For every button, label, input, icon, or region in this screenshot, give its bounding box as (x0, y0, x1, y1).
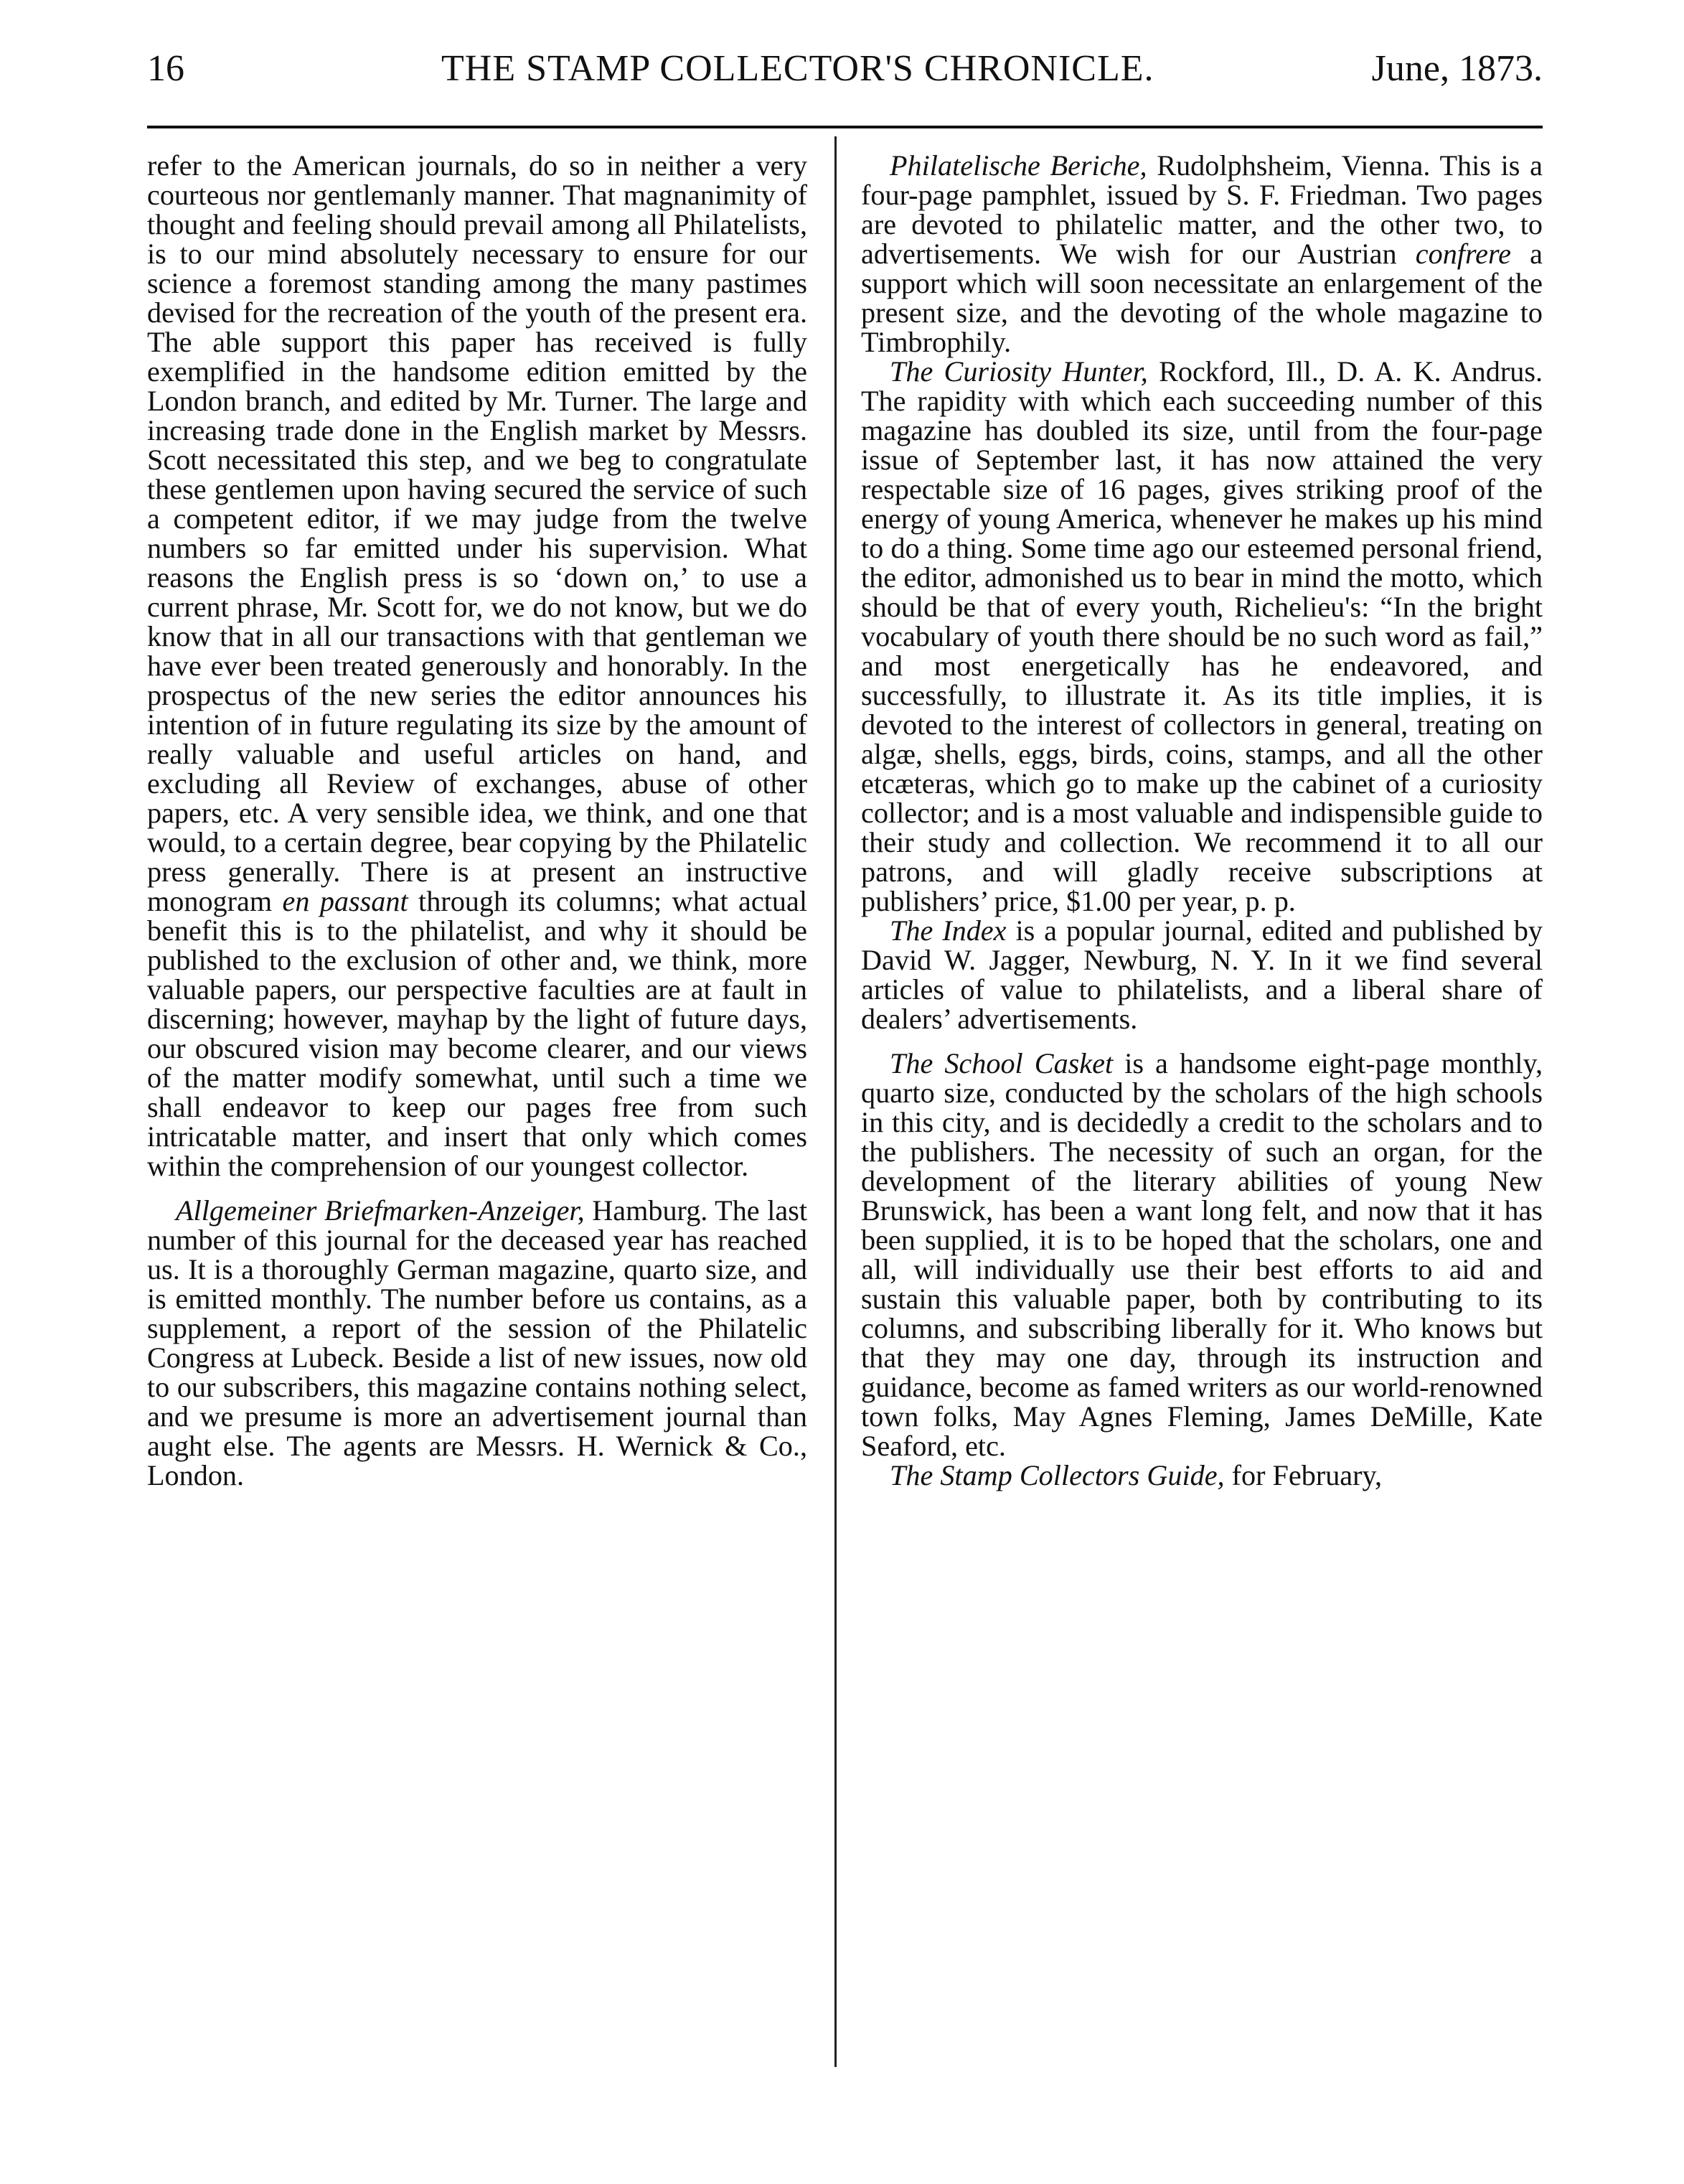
paragraph-text: for February, (1231, 1459, 1383, 1491)
paragraph-review (147, 1196, 807, 1490)
paragraph-continuation (147, 151, 807, 1181)
paragraph-text: Hamburg. The last number of this journal for the deceased year has reached us. It is a thoroughly German magazine, quarto size, and is emitted monthly. The number before us contains, as a supplement, a report of the session of the Philatelic Congress at Lubeck. Beside a list of new issues, now old to our subscribers, this magazine contains nothing select, and we presume is more an advertisement journal than aught else. The agents are Messrs. H. Wernick & Co., London. (147, 1194, 807, 1491)
journal-title: THE STAMP COLLECTOR'S CHRONICLE. (441, 48, 1154, 89)
paragraph-text: Rudolphsheim, Vienna. This is a four-page pamphlet, issued by S. F. Friedman. Two pages are devoted to philatelic matter, and the other two, to advertisements. We wish for our Austrian (861, 149, 1543, 270)
running-header (147, 47, 1543, 105)
issue-date: June, 1873. (1371, 48, 1543, 89)
paragraph-text: Rockford, Ill., D. A. K. Andrus. The rapidity with which each succeeding number of this magazine has doubled its size, until from the four-page issue of September last, it has now attained the very respectable size of 16 pages, gives striking proof of the energy of young America, whenever he makes up his mind to do a thing. Some time ago our esteemed personal friend, the editor, admonished us to bear in mind the motto, which should be that of every youth, Richelieu's: “In the bright vocabulary of youth there should be no such word as fail,” and most energetically has he endeavored, and successfully, to illustrate it. As its title implies, it is devoted to the interest of collectors in general, treating on algæ, shells, eggs, birds, coins, stamps, and all the other etcæteras, which go to make up the cabinet of a curiosity collector; and is a most valuable and indispensible guide to their study and collection. We recommend it to all our patrons, and will gladly receive subscriptions at publishers’ price, $1.00 per year, p. p. (861, 355, 1543, 917)
paragraph-text: refer to the American journals, do so in neither a very courteous nor gentlemanly manner. That magnanimity of thought and feeling should prevail among all Philatelists, is to our mind absolutely necessary to ensure for our science a foremost standing among the many pastimes devised for the recreation of the youth of the present era. The able support this paper has received is fully exemplified in the handsome edition emitted by the London branch, and edited by Mr. Turner. The large and increasing trade done in the English market by Messrs. Scott necessitated this step, and we beg to congratulate these gentlemen upon having secured the service of such a competent editor, if we may judge from the twelve numbers so far emitted under his supervision. What reasons the English press is so ‘down on,’ to use a current phrase, Mr. Scott for, we do not know, but we do know that in all our transactions with that gentleman we have ever been treated generously and honorably. In the prospectus of the new series the editor announces his intention of in future regulating its size by the amount of really valuable and useful articles on hand, and excluding all Review of exchanges, abuse of other papers, etc. A very sensible idea, we think, and one that would, to a certain degree, bear copying by the Philatelic press generally. There is at present an instructive monogram (147, 149, 807, 917)
italic-phrase: en passant (282, 885, 408, 917)
paragraph-text: is a handsome eight-page monthly, quarto size, conducted by the scholars of the high schools in this city, and is decidedly a credit to the scholars and to the publishers. The necessity of such an organ, for the development of the literary abilities of young New Brunswick, has been a want long felt, and now that it has been supplied, it is to be hoped that the scholars, one and all, will individually use their best efforts to aid and sustain this valuable paper, both by contributing to its columns, and subscribing liberally for it. Who knows but that they may one day, through its instruction and guidance, become as famed writers as our world-renowned town folks, May Agnes Fleming, James DeMille, Kate Seaford, etc. (861, 1047, 1543, 1462)
paragraph-review (861, 916, 1543, 1034)
paragraph-text: through its columns; what actual benefit this is to the philatelist, and why it should be published to the exclusion of other and, we think, more valuable papers, our perspective faculties are at fault in discerning; however, mayhap by the light of future days, our obscured vision may become clearer, and our views of the matter modify somewhat, until such a time we shall endeavor to keep our pages free from such intricatable matter, and insert that only which comes within the comprehension of our youngest collector. (147, 885, 807, 1182)
paragraph-review (861, 1461, 1543, 1490)
publication-title: The School Casket (890, 1047, 1114, 1079)
publication-title: The Curiosity Hunter, (890, 355, 1148, 388)
paragraph-review (861, 357, 1543, 916)
right-column (861, 151, 1543, 1490)
publication-title: Allgemeiner Briefmarken-Anzeiger, (176, 1194, 585, 1227)
paragraph-review (861, 151, 1543, 357)
left-column (147, 151, 807, 1490)
paragraph-text: a support which will soon necessitate an enlargement of the present size, and the devoting of the whole magazine to Timbrophily. (861, 238, 1543, 358)
publication-title: Philatelische Beriche, (890, 149, 1147, 182)
italic-phrase: confrere (1415, 238, 1511, 270)
column-divider (834, 136, 837, 2067)
publication-title: The Index (890, 914, 1007, 947)
paragraph-review (861, 1049, 1543, 1461)
publication-title: The Stamp Collectors Guide, (890, 1459, 1225, 1491)
paragraph-text: is a popular journal, edited and published by David W. Jagger, Newburg, N. Y. In it we find several articles of value to philatelists, and a liberal share of dealers’ advertisements. (861, 914, 1543, 1035)
page-number: 16 (147, 48, 184, 89)
header-rule (147, 126, 1543, 128)
